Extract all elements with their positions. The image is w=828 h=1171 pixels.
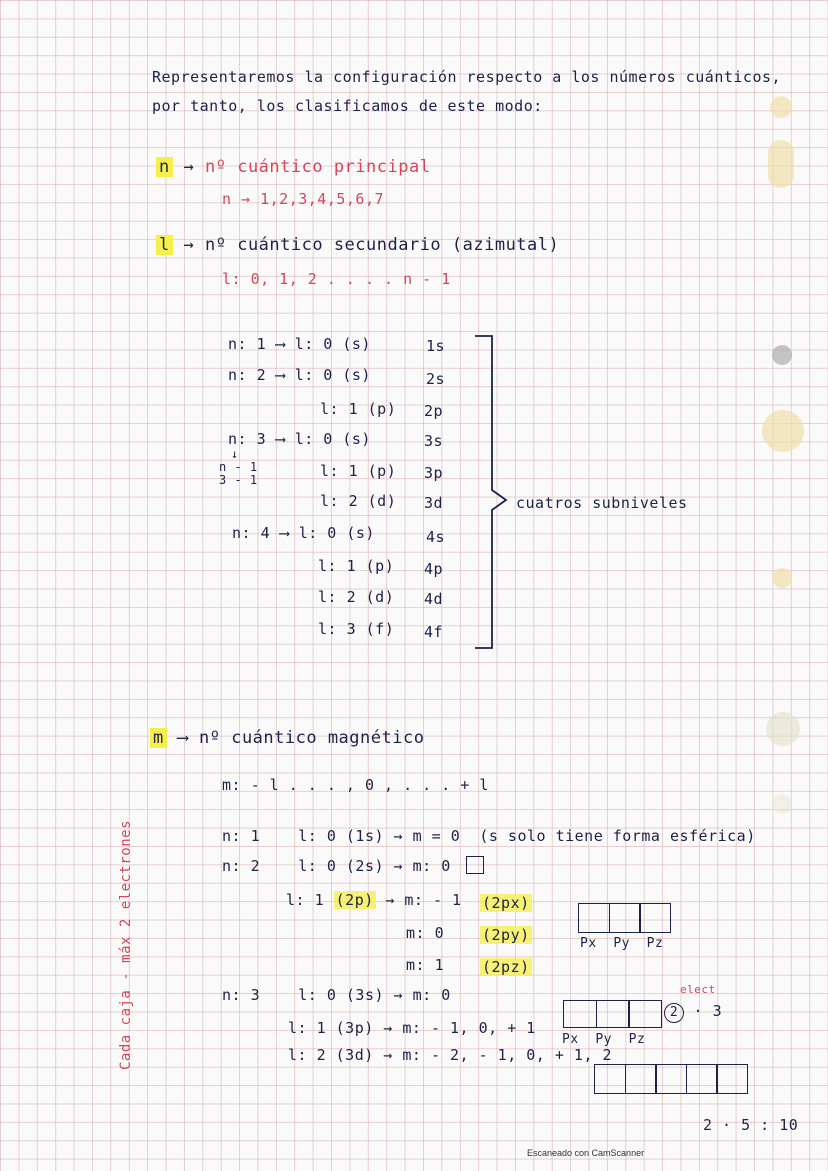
- binder-hole: [762, 410, 804, 452]
- level-row: n: 4 ⟶ l: 0 (s): [232, 524, 375, 542]
- level-row: n: 1 ⟶ l: 0 (s): [228, 335, 371, 353]
- arrow-icon: →: [183, 157, 195, 177]
- binder-hole: [772, 345, 792, 365]
- m-row-n2-p0: m: 0: [406, 924, 445, 942]
- binder-hole: [766, 712, 800, 746]
- level-row: l: 2 (d): [318, 588, 395, 606]
- level-sub: 3p: [424, 464, 444, 482]
- level-sub: 3s: [424, 432, 444, 450]
- binder-hole: [772, 568, 792, 588]
- subshell-brace: [470, 330, 515, 655]
- l-heading: [156, 235, 559, 255]
- level-row: l: 3 (f): [318, 620, 395, 638]
- p-orbital-boxes: [578, 903, 670, 937]
- level-sub: 4p: [424, 560, 444, 578]
- m-row-n3: n: 3 l: 0 (3s) → m: 0: [222, 986, 451, 1004]
- circled-number: 2: [664, 1003, 684, 1023]
- m-row-n2-p: l: 1 (2p) → m: - 1: [286, 891, 462, 909]
- level-sub: 2p: [424, 402, 444, 420]
- level-sub: 4d: [424, 590, 444, 608]
- binder-hole: [770, 96, 792, 118]
- p3-orbital-labels: Px Py Pz: [562, 1032, 646, 1047]
- orbital-label-2pz: (2pz): [482, 958, 530, 976]
- side-note: ↓ n - 1 3 - 1: [219, 447, 258, 487]
- d-orbital-boxes: [594, 1064, 747, 1098]
- m-row-n2-p1: m: 1: [406, 956, 445, 974]
- binder-hole: [768, 140, 794, 188]
- orbital-box: [466, 856, 484, 874]
- level-sub: 3d: [424, 494, 444, 512]
- binder-hole: [772, 794, 792, 814]
- l-title: nº cuántico secundario (azimutal): [205, 235, 560, 255]
- level-row: l: 1 (p): [320, 400, 397, 418]
- level-row: n: 2 ⟶ l: 0 (s): [228, 366, 371, 384]
- level-row: l: 2 (d): [320, 492, 397, 510]
- n-title: nº cuántico principal: [205, 157, 431, 177]
- intro-line-1: Representaremos la configuración respecto a los números cuánticos,: [152, 68, 782, 86]
- m-row-n1: n: 1 l: 0 (1s) → m = 0 (s solo tiene forma esférica): [222, 827, 756, 845]
- level-row: n: 3 ⟶ l: 0 (s): [228, 430, 371, 448]
- intro-line-2: por tanto, los clasificamos de este modo:: [152, 97, 543, 115]
- l-values: l: 0, 1, 2 . . . . n - 1: [222, 270, 451, 288]
- level-sub: 2s: [426, 370, 446, 388]
- page-total: 2 · 5 : 10: [703, 1116, 799, 1134]
- m-row-n3-d: l: 2 (3d) → m: - 2, - 1, 0, + 1, 2: [288, 1046, 613, 1064]
- level-sub: 1s: [426, 337, 446, 355]
- m-row-n2: n: 2 l: 0 (2s) → m: 0: [222, 857, 451, 875]
- annotation-tag: elect: [680, 983, 716, 996]
- electron-annotation: 2 · 3: [664, 1002, 722, 1023]
- m-title: nº cuántico magnético: [199, 728, 425, 748]
- m-row-n3-p: l: 1 (3p) → m: - 1, 0, + 1: [288, 1019, 536, 1037]
- orbital-label-2py: (2py): [482, 926, 530, 944]
- n-heading: [156, 157, 430, 177]
- arrow-icon: →: [183, 235, 195, 255]
- level-row: l: 1 (p): [320, 462, 397, 480]
- n-symbol: n: [156, 157, 173, 177]
- margin-note: Cada caja - máx 2 electrones: [118, 819, 134, 1070]
- p3-orbital-boxes: [563, 1000, 661, 1032]
- m-values: m: - l . . . , 0 , . . . + l: [222, 776, 489, 794]
- scanner-footer: Escaneado con CamScanner: [527, 1148, 645, 1158]
- level-sub: 4f: [424, 623, 444, 641]
- brace-label: cuatros subniveles: [516, 494, 688, 512]
- orbital-label-2px: (2px): [482, 894, 530, 912]
- p-orbital-labels: Px Py Pz: [580, 936, 664, 951]
- level-sub: 4s: [426, 528, 446, 546]
- m-heading: [150, 728, 424, 748]
- level-row: l: 1 (p): [318, 557, 395, 575]
- l-symbol: l: [156, 235, 173, 255]
- m-symbol: m: [150, 728, 167, 748]
- arrow-icon: ⟶: [177, 728, 189, 748]
- n-values: n → 1,2,3,4,5,6,7: [222, 190, 385, 208]
